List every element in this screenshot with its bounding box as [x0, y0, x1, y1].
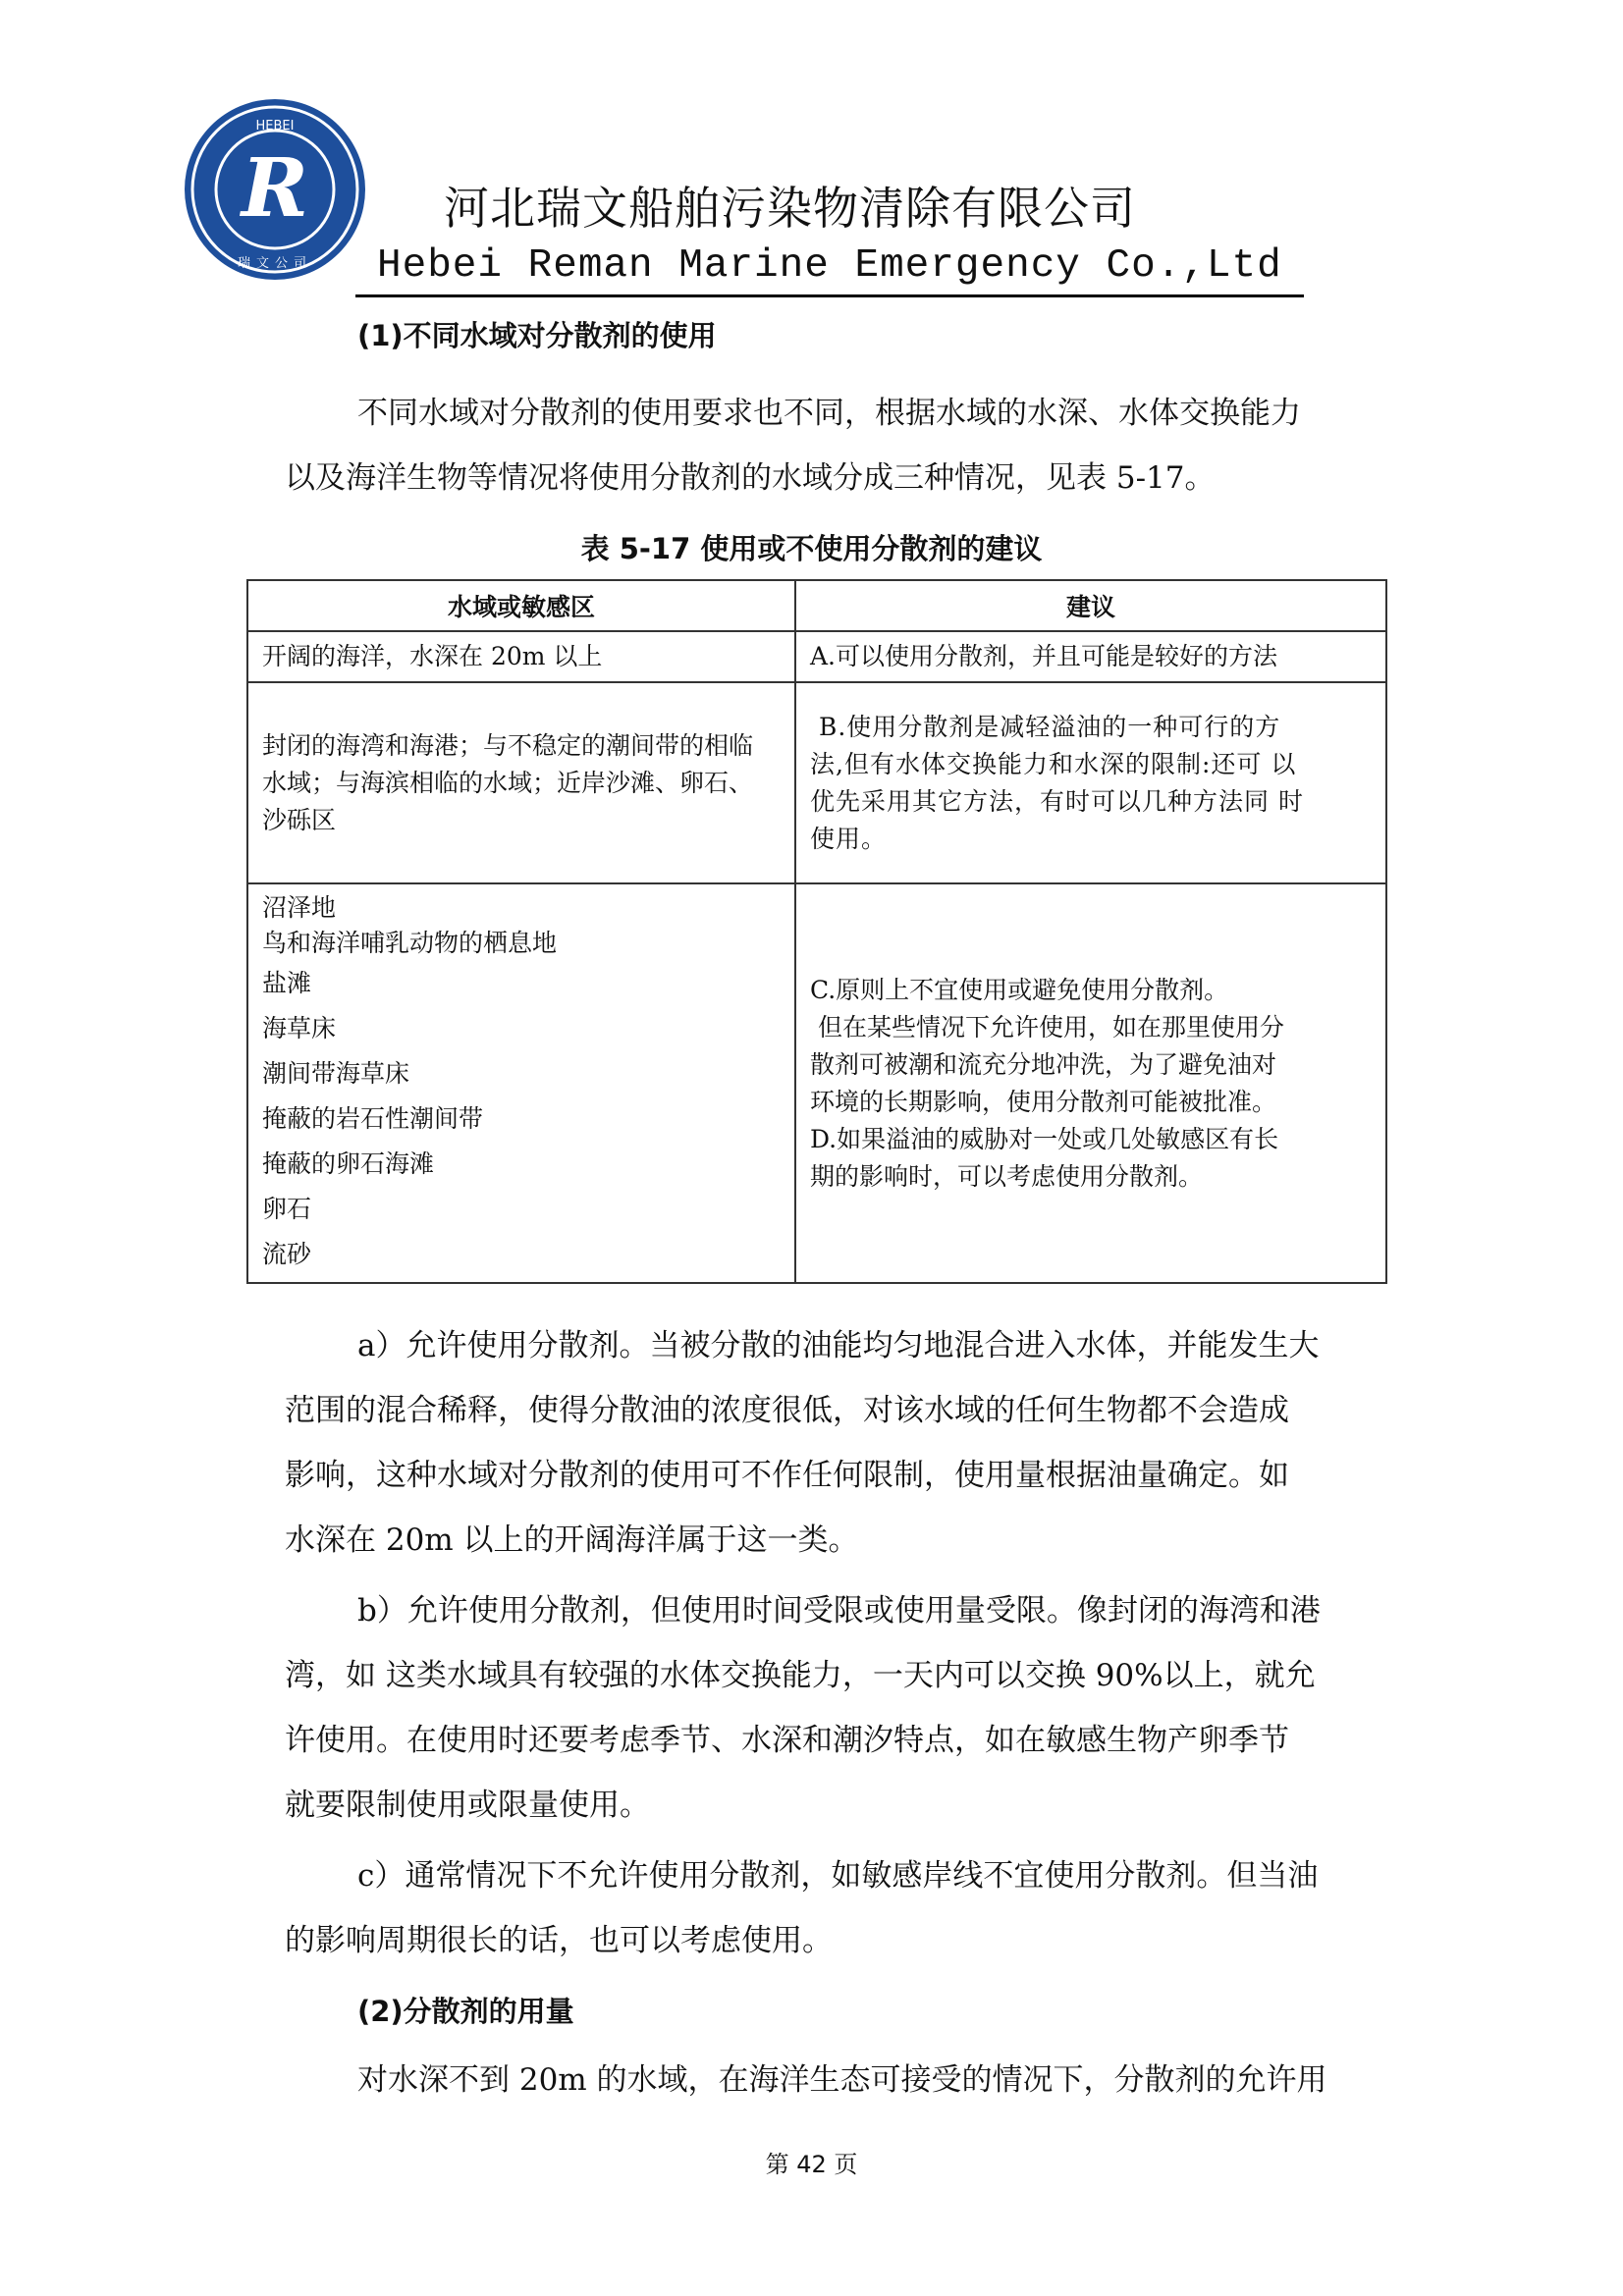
logo-monogram: R: [241, 141, 309, 236]
cell-line: 环境的长期影响，使用分散剂可能被批准。: [810, 1087, 1277, 1116]
company-logo-icon: [182, 96, 368, 283]
table-row: [247, 883, 1386, 1283]
advice-cell: [795, 883, 1386, 1283]
company-name-cn: 河北瑞文船舶污染物清除有限公司: [444, 182, 1136, 235]
table-row: [247, 682, 1386, 883]
area-cell: [247, 631, 795, 682]
table-caption: 表 5-17 使用或不使用分散剂的建议: [580, 532, 1043, 565]
cell-line: 掩蔽的卵石海滩: [262, 1148, 435, 1178]
table-header-row: [247, 580, 1386, 631]
paragraph-a-line: 水深在 20m 以上的开阔海洋属于这一类。: [285, 1522, 859, 1558]
paragraph-a-line: a）允许使用分散剂。当被分散的油能均匀地混合进入水体，并能发生大: [357, 1328, 1320, 1363]
cell-line: 盐滩: [262, 968, 312, 997]
header-divider: [355, 294, 1304, 297]
cell-line: 沙砾区: [262, 805, 337, 834]
cell-line: 法,但有水体交换能力和水深的限制:还可 以: [810, 749, 1297, 778]
paragraph-a-line: 范围的混合稀释，使得分散油的浓度很低，对该水域的任何生物都不会造成: [285, 1393, 1289, 1428]
cell-line: 卵石: [262, 1194, 312, 1223]
section2-line: 对水深不到 20m 的水域，在海洋生态可接受的情况下，分散剂的允许用: [357, 2062, 1327, 2098]
cell-line: 掩蔽的岩石性潮间带: [262, 1103, 484, 1133]
cell-line: 海草床: [262, 1013, 337, 1042]
cell-line: 开阔的海洋，水深在 20m 以上: [262, 642, 603, 670]
paragraph-c-line: c）通常情况下不允许使用分散剂，如敏感岸线不宜使用分散剂。但当油: [357, 1858, 1319, 1894]
cell-line: 鸟和海洋哺乳动物的栖息地: [262, 928, 558, 957]
logo-ring-text: HEBEI: [255, 119, 295, 133]
advice-cell: [795, 682, 1386, 883]
section-heading: (2)分散剂的用量: [357, 1995, 574, 2028]
column-header: 建议: [795, 580, 1386, 631]
cell-line: 水域；与海滨相临的水域；近岸沙滩、卵石、: [262, 768, 754, 797]
cell-line: 但在某些情况下允许使用，如在那里使用分: [810, 1012, 1284, 1041]
cell-line: 优先采用其它方法，有时可以几种方法同 时: [810, 786, 1304, 816]
section-heading: (1)不同水域对分散剂的使用: [357, 319, 717, 352]
cell-line: 散剂可被潮和流充分地冲洗，为了避免油对: [810, 1049, 1277, 1079]
page-number: 第 42 页: [765, 2151, 858, 2178]
cell-line: C.原则上不宜使用或避免使用分散剂。: [810, 975, 1229, 1004]
advice-cell: [795, 631, 1386, 682]
area-cell: [247, 883, 795, 1283]
cell-line: 沼泽地: [262, 892, 337, 922]
cell-line: 潮间带海草床: [262, 1058, 410, 1088]
paragraph-b-line: b）允许使用分散剂，但使用时间受限或使用量受限。像封闭的海湾和港: [357, 1593, 1321, 1629]
cell-line: 使用。: [810, 824, 888, 853]
paragraph-c-line: 的影响周期很长的话，也可以考虑使用。: [285, 1923, 833, 1958]
area-cell: [247, 682, 795, 883]
recommendation-table: [246, 579, 1387, 1284]
table-row: [247, 631, 1386, 682]
paragraph-b-line: 湾，如 这类水域具有较强的水体交换能力，一天内可以交换 90%以上，就允: [285, 1658, 1316, 1693]
column-header: 水域或敏感区: [247, 580, 795, 631]
intro-line: 以及海洋生物等情况将使用分散剂的水域分成三种情况，见表 5-17。: [285, 460, 1216, 496]
cell-line: A.可以使用分散剂，并且可能是较好的方法: [810, 642, 1278, 670]
cell-line: 封闭的海湾和海港；与不稳定的潮间带的相临: [262, 730, 754, 760]
intro-line: 不同水域对分散剂的使用要求也不同，根据水域的水深、水体交换能力: [357, 396, 1301, 431]
logo-bottom-text: 瑞文公司: [237, 256, 313, 271]
cell-line: B.使用分散剂是减轻溢油的一种可行的方: [810, 712, 1281, 741]
cell-line: D.如果溢油的威胁对一处或几处敏感区有长: [810, 1124, 1279, 1153]
paragraph-a-line: 影响，这种水域对分散剂的使用可不作任何限制，使用量根据油量确定。如: [285, 1458, 1289, 1493]
cell-line: 期的影响时，可以考虑使用分散剂。: [810, 1161, 1204, 1191]
paragraph-b-line: 许使用。在使用时还要考虑季节、水深和潮汐特点，如在敏感生物产卵季节: [285, 1723, 1289, 1758]
cell-line: 流砂: [262, 1239, 312, 1268]
paragraph-b-line: 就要限制使用或限量使用。: [285, 1788, 650, 1823]
company-name-en: Hebei Reman Marine Emergency Co.,Ltd: [377, 243, 1282, 289]
